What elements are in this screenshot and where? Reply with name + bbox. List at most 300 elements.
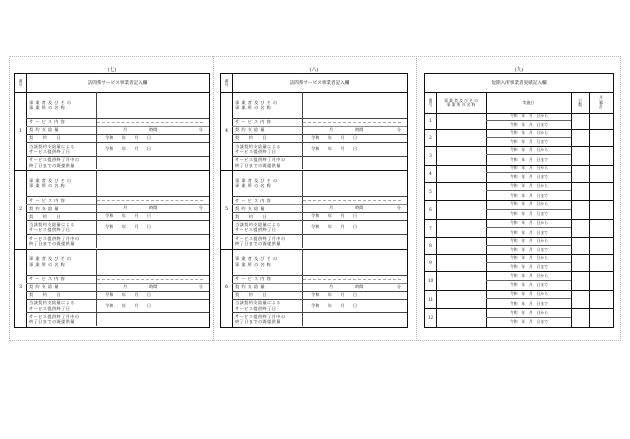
unit-minutes: 分	[396, 283, 401, 289]
days-field[interactable]	[571, 237, 590, 254]
header-char: 日	[578, 97, 582, 103]
field-remaining[interactable]	[97, 234, 209, 248]
field-contract-date[interactable]	[303, 134, 407, 142]
unit-hours: 時間	[149, 205, 158, 211]
label-line: 事 業 者 及 び そ の	[29, 256, 72, 262]
row-number: 1	[425, 112, 437, 129]
row-number: 7	[425, 219, 437, 238]
date-text: 令和 年 月 日	[105, 145, 152, 151]
row-number: 9	[425, 254, 437, 271]
label-service	[26, 196, 97, 204]
label-service	[232, 118, 303, 126]
label-contract	[26, 204, 97, 212]
field-contract-date[interactable]	[97, 212, 209, 220]
label-text: 契 約 日	[235, 135, 268, 141]
provider-name-field[interactable]	[436, 219, 487, 238]
label-end-date	[232, 220, 303, 234]
date-from: 令和 年 月 日から	[486, 182, 571, 191]
short-stay-row	[425, 271, 613, 291]
cumulative-field[interactable]	[589, 219, 613, 238]
number-header-char: 号	[224, 83, 229, 87]
entry-number: 3	[15, 249, 27, 327]
unit-month: 月	[329, 127, 334, 133]
label-line: 事 業 所 の 名 称	[235, 183, 272, 189]
entry-block-2	[15, 170, 209, 249]
unit-month: 月	[123, 127, 128, 133]
label-line: 終了日までの既提供量	[29, 240, 75, 246]
row-end-date	[232, 220, 407, 235]
date-to: 令和 年 月 日まで	[510, 174, 548, 180]
row-remaining	[232, 156, 407, 170]
label-text: 契 約 支 給 量	[235, 205, 265, 211]
col-dates	[486, 93, 572, 113]
label-text: 契 約 支 給 量	[235, 127, 265, 133]
provider-name-field[interactable]	[436, 182, 487, 201]
date-text: 令和 年 月 日	[105, 302, 152, 308]
provider-name-field[interactable]	[436, 308, 487, 327]
date-range-field[interactable]	[486, 271, 572, 290]
label-text: サ ー ビ ス 内 容	[29, 197, 66, 203]
entry-number: 1	[15, 92, 27, 170]
provider-name-field[interactable]	[436, 112, 487, 129]
label-text: 契 約 支 給 量	[29, 127, 59, 133]
short-stay-row	[425, 182, 613, 202]
cumulative-field[interactable]	[589, 308, 613, 327]
days-field[interactable]	[571, 254, 590, 271]
col-provider-name	[436, 93, 487, 113]
col-cumulative	[589, 93, 613, 113]
visit-service-panel-left	[14, 73, 210, 328]
entry-block-1	[15, 92, 209, 171]
row-number: 2	[425, 129, 437, 146]
cumulative-field[interactable]	[589, 254, 613, 271]
entry-block-3	[15, 249, 209, 327]
label-end-date	[26, 220, 97, 234]
date-range-field[interactable]	[486, 165, 572, 182]
label-provider	[26, 92, 97, 118]
field-contract-date[interactable]	[303, 212, 407, 220]
days-field[interactable]	[571, 165, 590, 182]
date-range-field[interactable]	[486, 200, 572, 219]
label-line: 終了日までの既提供量	[29, 319, 75, 325]
header-char: 事 業 所 の 名 称	[446, 102, 476, 107]
row-remaining	[26, 234, 209, 248]
unit-month: 月	[123, 205, 128, 211]
short-stay-row	[425, 165, 613, 183]
short-stay-row	[425, 200, 613, 220]
row-remaining	[26, 156, 209, 170]
row-number: 8	[425, 237, 437, 254]
label-line: 終了日までの既提供量	[29, 162, 75, 168]
short-stay-row	[425, 254, 613, 272]
label-contract	[232, 126, 303, 134]
provider-name-field[interactable]	[436, 165, 487, 182]
entry-block-4	[221, 92, 407, 171]
days-field[interactable]	[571, 271, 590, 290]
label-text: サ ー ビ ス 内 容	[235, 276, 272, 282]
cumulative-field[interactable]	[589, 290, 613, 309]
label-provider	[26, 170, 97, 196]
label-line: サービス提供終了月中の	[235, 157, 286, 163]
header-char: 号	[428, 102, 433, 107]
field-remaining[interactable]	[303, 234, 407, 248]
unit-month: 月	[329, 205, 334, 211]
number-header-char: 番	[18, 79, 23, 83]
unit-minutes: 分	[396, 127, 401, 133]
row-number: 4	[425, 165, 437, 182]
label-line: サービス提供終了月中の	[235, 235, 286, 241]
panel-header	[221, 74, 407, 93]
date-range-field[interactable]	[486, 146, 572, 165]
label-line: サービス提供終了日	[235, 227, 277, 233]
short-stay-row	[425, 219, 613, 239]
label-provider	[232, 249, 303, 275]
label-line: 事 業 所 の 名 称	[29, 183, 66, 189]
label-text: 契 約 支 給 量	[29, 284, 59, 290]
row-end-date	[232, 142, 407, 157]
label-remaining	[26, 234, 97, 248]
date-from: 令和 年 月 日から	[486, 271, 571, 280]
panel-title: 訪問系サービス事業者記入欄	[87, 81, 148, 86]
days-field[interactable]	[571, 112, 590, 129]
date-to: 令和 年 月 日まで	[510, 211, 548, 217]
date-to: 令和 年 月 日まで	[510, 282, 548, 288]
cumulative-field[interactable]	[589, 165, 613, 182]
field-end-date[interactable]	[97, 299, 209, 313]
label-service	[232, 196, 303, 204]
field-end-date[interactable]	[97, 220, 209, 234]
provider-name-field[interactable]	[436, 200, 487, 219]
row-end-date	[26, 220, 209, 235]
provider-name-field[interactable]	[436, 290, 487, 309]
header-text: 実施日	[522, 99, 535, 105]
label-contract-date	[26, 134, 97, 142]
header-char: 事 業 者 及 び そ の	[444, 97, 478, 103]
field-contract[interactable]	[97, 126, 209, 134]
date-from: 令和 年 月 日から	[486, 165, 571, 174]
row-end-date	[232, 299, 407, 314]
label-text: 契 約 日	[29, 213, 62, 219]
label-contract-date	[26, 212, 97, 220]
field-end-date[interactable]	[303, 220, 407, 234]
days-field[interactable]	[571, 290, 590, 309]
date-to: 令和 年 月 日まで	[510, 192, 548, 198]
row-provider	[232, 92, 407, 119]
label-end-date	[26, 142, 97, 156]
label-service	[26, 118, 97, 126]
date-to: 令和 年 月 日まで	[510, 138, 548, 144]
header-char: 数	[578, 102, 582, 107]
field-end-date[interactable]	[97, 142, 209, 156]
cumulative-field[interactable]	[589, 182, 613, 201]
date-range-field[interactable]	[486, 308, 572, 327]
unit-hours: 時間	[355, 205, 364, 211]
entry-number: 6	[221, 249, 233, 327]
unit-hours: 時間	[149, 127, 158, 133]
provider-name-field[interactable]	[436, 237, 487, 254]
row-number: 10	[425, 271, 437, 290]
date-from: 令和 年 月 日から	[486, 254, 571, 263]
date-from: 令和 年 月 日から	[486, 112, 571, 121]
label-line: 当該契約支給量による	[235, 143, 281, 149]
row-number: 6	[425, 200, 437, 219]
field-provider[interactable]	[97, 249, 209, 275]
row-number: 5	[425, 182, 437, 201]
label-text: 契 約 日	[29, 135, 62, 141]
section-title-8: (八)	[309, 67, 319, 73]
header-char: 累	[599, 99, 603, 105]
label-line: 当該契約支給量による	[29, 300, 75, 306]
field-end-date[interactable]	[303, 299, 407, 313]
label-line: 事 業 所 の 名 称	[235, 261, 272, 267]
entry-block-5	[221, 170, 407, 249]
date-to: 令和 年 月 日まで	[510, 300, 548, 306]
label-line: 事 業 者 及 び そ の	[235, 178, 278, 184]
field-remaining[interactable]	[97, 312, 209, 326]
date-text: 令和 年 月 日	[311, 145, 358, 151]
label-text: 契 約 支 給 量	[29, 205, 59, 211]
short-stay-header	[425, 92, 613, 114]
sheet-divider	[416, 56, 417, 341]
date-text: 令和 年 月 日	[105, 213, 152, 219]
days-field[interactable]	[571, 146, 590, 165]
date-from: 令和 年 月 日から	[486, 219, 571, 228]
date-from: 令和 年 月 日から	[486, 146, 571, 155]
visit-service-panel-middle	[220, 73, 408, 328]
unit-month: 月	[329, 283, 334, 289]
label-remaining	[232, 234, 303, 248]
label-contract	[232, 204, 303, 212]
label-provider	[232, 170, 303, 196]
cumulative-field[interactable]	[589, 146, 613, 165]
service-divider	[303, 200, 401, 201]
panel-header	[15, 74, 209, 93]
field-remaining[interactable]	[303, 156, 407, 170]
field-remaining[interactable]	[97, 156, 209, 170]
field-remaining[interactable]	[303, 312, 407, 326]
field-contract[interactable]	[303, 204, 407, 212]
label-contract	[232, 283, 303, 291]
date-text: 令和 年 月 日	[311, 213, 358, 219]
header-char: 月	[599, 95, 603, 101]
label-end-date	[232, 142, 303, 156]
short-stay-row	[425, 237, 613, 255]
row-provider	[232, 249, 407, 276]
label-line: サービス提供終了月中の	[29, 157, 80, 163]
sheet-divider	[213, 56, 214, 341]
field-provider[interactable]	[303, 249, 407, 275]
row-provider	[26, 249, 209, 276]
date-to: 令和 年 月 日まで	[510, 264, 548, 270]
row-remaining	[232, 312, 407, 326]
label-line: 事 業 所 の 名 称	[29, 104, 66, 110]
date-range-field[interactable]	[486, 129, 572, 146]
row-remaining	[232, 234, 407, 248]
label-service	[26, 275, 97, 283]
row-number: 12	[425, 308, 437, 327]
provider-name-field[interactable]	[436, 254, 487, 271]
date-text: 令和 年 月 日	[311, 135, 358, 141]
label-line: 終了日までの既提供量	[235, 162, 281, 168]
date-range-field[interactable]	[486, 182, 572, 201]
label-line: 事 業 所 の 名 称	[235, 104, 272, 110]
row-provider	[26, 92, 209, 119]
label-contract-date	[232, 134, 303, 142]
cumulative-field[interactable]	[589, 112, 613, 129]
label-text: サ ー ビ ス 内 容	[29, 119, 66, 125]
number-header-char: 番	[224, 79, 229, 83]
label-end-date	[26, 299, 97, 313]
short-stay-panel	[424, 73, 614, 328]
label-line: 当該契約支給量による	[29, 222, 75, 228]
label-text: サ ー ビ ス 内 容	[235, 119, 272, 125]
label-line: サービス提供終了日	[235, 305, 277, 311]
service-divider	[97, 279, 203, 280]
field-contract[interactable]	[97, 204, 209, 212]
label-service	[232, 275, 303, 283]
label-line: 当該契約支給量による	[235, 300, 281, 306]
unit-minutes: 分	[198, 205, 203, 211]
header-char: 番	[428, 97, 433, 103]
label-provider	[232, 92, 303, 118]
label-remaining	[26, 156, 97, 170]
cumulative-field[interactable]	[589, 271, 613, 290]
label-line: 終了日までの既提供量	[235, 319, 281, 325]
label-line: サービス提供終了月中の	[29, 235, 80, 241]
cumulative-field[interactable]	[589, 200, 613, 219]
label-text: 契 約 支 給 量	[235, 284, 265, 290]
col-days	[571, 93, 590, 113]
field-contract[interactable]	[303, 283, 407, 291]
field-provider[interactable]	[303, 170, 407, 196]
short-stay-row	[425, 308, 613, 327]
days-field[interactable]	[571, 182, 590, 201]
date-to: 令和 年 月 日まで	[510, 319, 548, 325]
service-divider	[303, 122, 401, 123]
field-contract-date[interactable]	[303, 291, 407, 299]
label-line: 事 業 者 及 び そ の	[235, 99, 278, 105]
unit-hours: 時間	[355, 127, 364, 133]
label-text: サ ー ビ ス 内 容	[29, 276, 66, 282]
section-title-7: (七)	[107, 67, 117, 73]
cumulative-field[interactable]	[589, 129, 613, 146]
service-divider	[97, 200, 203, 201]
date-text: 令和 年 月 日	[105, 224, 152, 230]
field-contract[interactable]	[97, 283, 209, 291]
row-provider	[26, 170, 209, 197]
label-line: 事 業 者 及 び そ の	[29, 178, 72, 184]
label-line: サービス提供終了日	[235, 148, 277, 154]
date-text: 令和 年 月 日	[105, 291, 152, 297]
date-to: 令和 年 月 日まで	[510, 157, 548, 163]
label-line: サービス提供終了日	[29, 148, 71, 154]
row-number: 3	[425, 146, 437, 165]
days-field[interactable]	[571, 308, 590, 327]
label-text: 契 約 日	[235, 292, 268, 298]
short-stay-title-band: 短期入所事業者実績記入欄	[491, 81, 547, 86]
service-divider	[303, 279, 401, 280]
label-text: 契 約 日	[235, 213, 268, 219]
short-stay-row	[425, 129, 613, 147]
label-contract-date	[26, 291, 97, 299]
date-text: 令和 年 月 日	[311, 291, 358, 297]
short-stay-row	[425, 112, 613, 130]
label-end-date	[232, 299, 303, 313]
label-contract	[26, 126, 97, 134]
label-line: 事 業 所 の 名 称	[29, 261, 66, 267]
row-remaining	[26, 312, 209, 326]
unit-hours: 時間	[355, 283, 364, 289]
entry-block-6	[221, 249, 407, 327]
provider-name-field[interactable]	[436, 271, 487, 290]
entry-number: 2	[15, 170, 27, 248]
date-text: 令和 年 月 日	[311, 302, 358, 308]
row-end-date	[26, 142, 209, 157]
provider-name-field[interactable]	[436, 146, 487, 165]
label-remaining	[26, 312, 97, 326]
days-field[interactable]	[571, 219, 590, 238]
unit-hours: 時間	[149, 283, 158, 289]
date-from: 令和 年 月 日から	[486, 290, 571, 299]
number-header-char: 号	[18, 83, 23, 87]
label-contract	[26, 283, 97, 291]
header-char: 計	[599, 104, 603, 110]
date-text: 令和 年 月 日	[105, 135, 152, 141]
field-contract-date[interactable]	[97, 134, 209, 142]
date-from: 令和 年 月 日から	[486, 237, 571, 246]
days-field[interactable]	[571, 200, 590, 219]
provider-name-field[interactable]	[436, 129, 487, 146]
date-range-field[interactable]	[486, 112, 572, 129]
label-text: 契 約 日	[29, 292, 62, 298]
date-to: 令和 年 月 日まで	[510, 247, 548, 253]
label-line: サービス提供終了月中の	[235, 313, 286, 319]
row-end-date	[26, 299, 209, 314]
field-contract[interactable]	[303, 126, 407, 134]
date-range-field[interactable]	[486, 237, 572, 254]
date-from: 令和 年 月 日から	[486, 129, 571, 138]
unit-minutes: 分	[198, 127, 203, 133]
date-range-field[interactable]	[486, 254, 572, 271]
row-provider	[232, 170, 407, 197]
field-contract-date[interactable]	[97, 291, 209, 299]
date-range-field[interactable]	[486, 290, 572, 309]
date-range-field[interactable]	[486, 219, 572, 238]
entry-number: 4	[221, 92, 233, 170]
panel-title: 訪問系サービス事業者記入欄	[289, 81, 350, 86]
field-end-date[interactable]	[303, 142, 407, 156]
date-to: 令和 年 月 日まで	[510, 121, 548, 127]
unit-minutes: 分	[396, 205, 401, 211]
date-text: 令和 年 月 日	[311, 224, 358, 230]
days-field[interactable]	[571, 129, 590, 146]
label-provider	[26, 249, 97, 275]
label-line: 事 業 者 及 び そ の	[29, 99, 72, 105]
date-from: 令和 年 月 日から	[486, 308, 571, 317]
label-line: 終了日までの既提供量	[235, 240, 281, 246]
label-contract-date	[232, 291, 303, 299]
field-provider[interactable]	[97, 92, 209, 118]
field-provider[interactable]	[303, 92, 407, 118]
service-divider	[97, 122, 203, 123]
label-contract-date	[232, 212, 303, 220]
date-from: 令和 年 月 日から	[486, 200, 571, 209]
cumulative-field[interactable]	[589, 237, 613, 254]
field-provider[interactable]	[97, 170, 209, 196]
label-remaining	[232, 312, 303, 326]
label-line: サービス提供終了日	[29, 227, 71, 233]
row-number: 11	[425, 290, 437, 309]
